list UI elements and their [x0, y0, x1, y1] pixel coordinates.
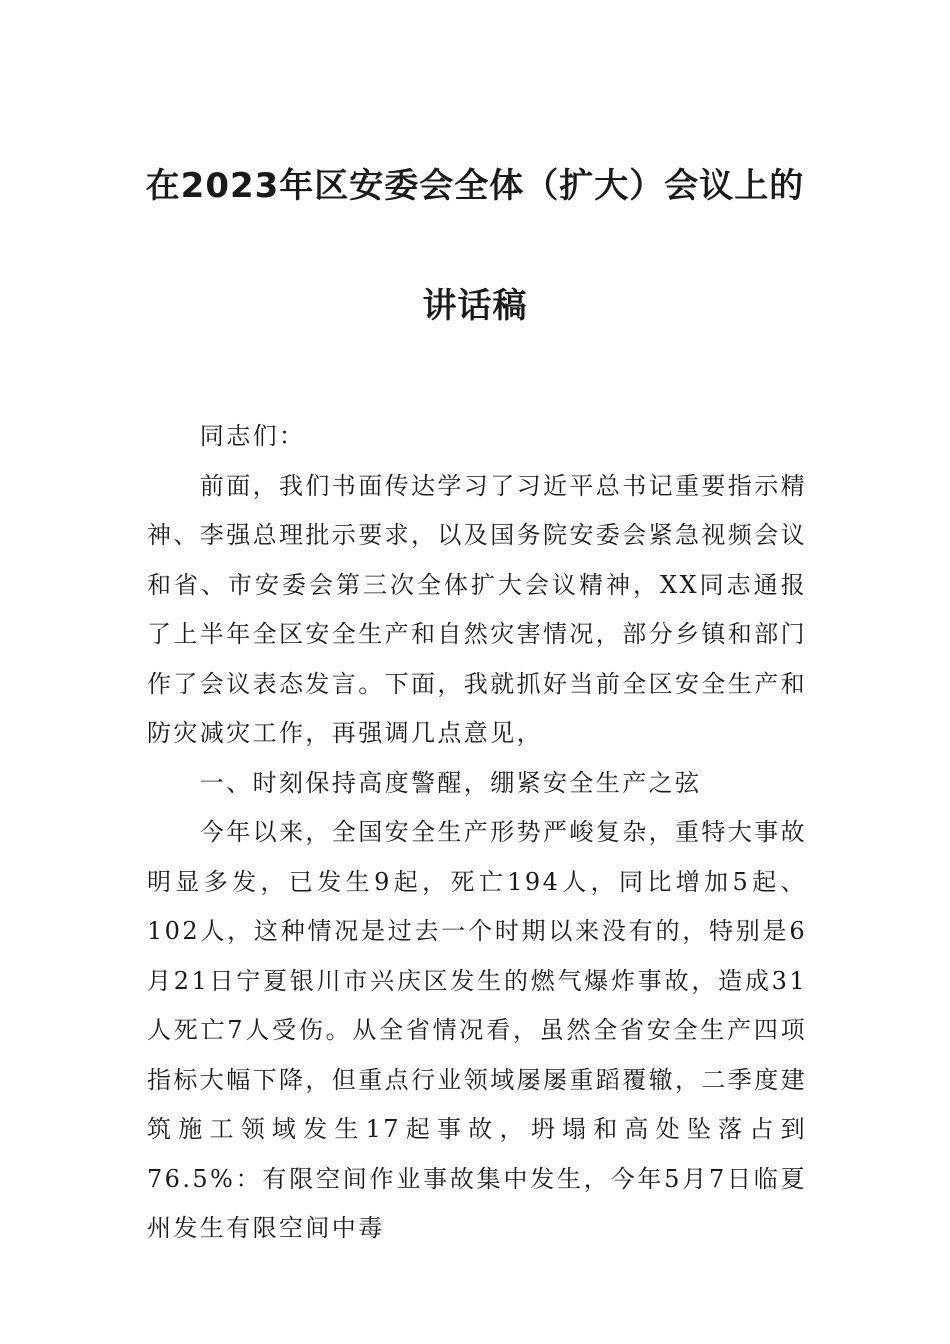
- section-1-paragraph: 今年以来，全国安全生产形势严峻复杂，重特大事故明显多发，已发生9起，死亡194人，同比增加5起、102人，这种情况是过去一个时期以来没有的，特别是6月21日宁夏银川市兴庆区发生的燃气爆炸事故，造成31人死亡7人受伤。从全省情况看，虽然全省安全生产四项指标大幅下降，但重点行业领域屡屡重蹈覆辙，二季度建筑施工领域发生17起事故，坍塌和高处坠落占到76.5%：有限空间作业事故集中发生，今年5月7日临夏州发生有限空间中毒: [147, 818, 807, 1242]
- section-heading-1: 一、时刻保持高度警醒，绷紧安全生产之弦: [199, 768, 702, 797]
- intro-paragraph: 前面，我们书面传达学习了习近平总书记重要指示精神、李强总理批示要求，以及国务院安委会紧急视频会议和省、市安委会第三次全体扩大会议精神，XX同志通报了上半年全区安全生产和自然灾害情况，部分乡镇和部门作了会议表态发言。下面，我就抓好当前全区安全生产和防灾减灾工作，再强调几点意见，: [147, 471, 807, 747]
- salutation-paragraph: 同志们：: [199, 422, 306, 450]
- document-body: [147, 412, 807, 1254]
- document-title-line-1: 在2023年区安委会全体（扩大）会议上的: [145, 166, 805, 206]
- document-title-line-2: 讲话稿: [422, 286, 528, 326]
